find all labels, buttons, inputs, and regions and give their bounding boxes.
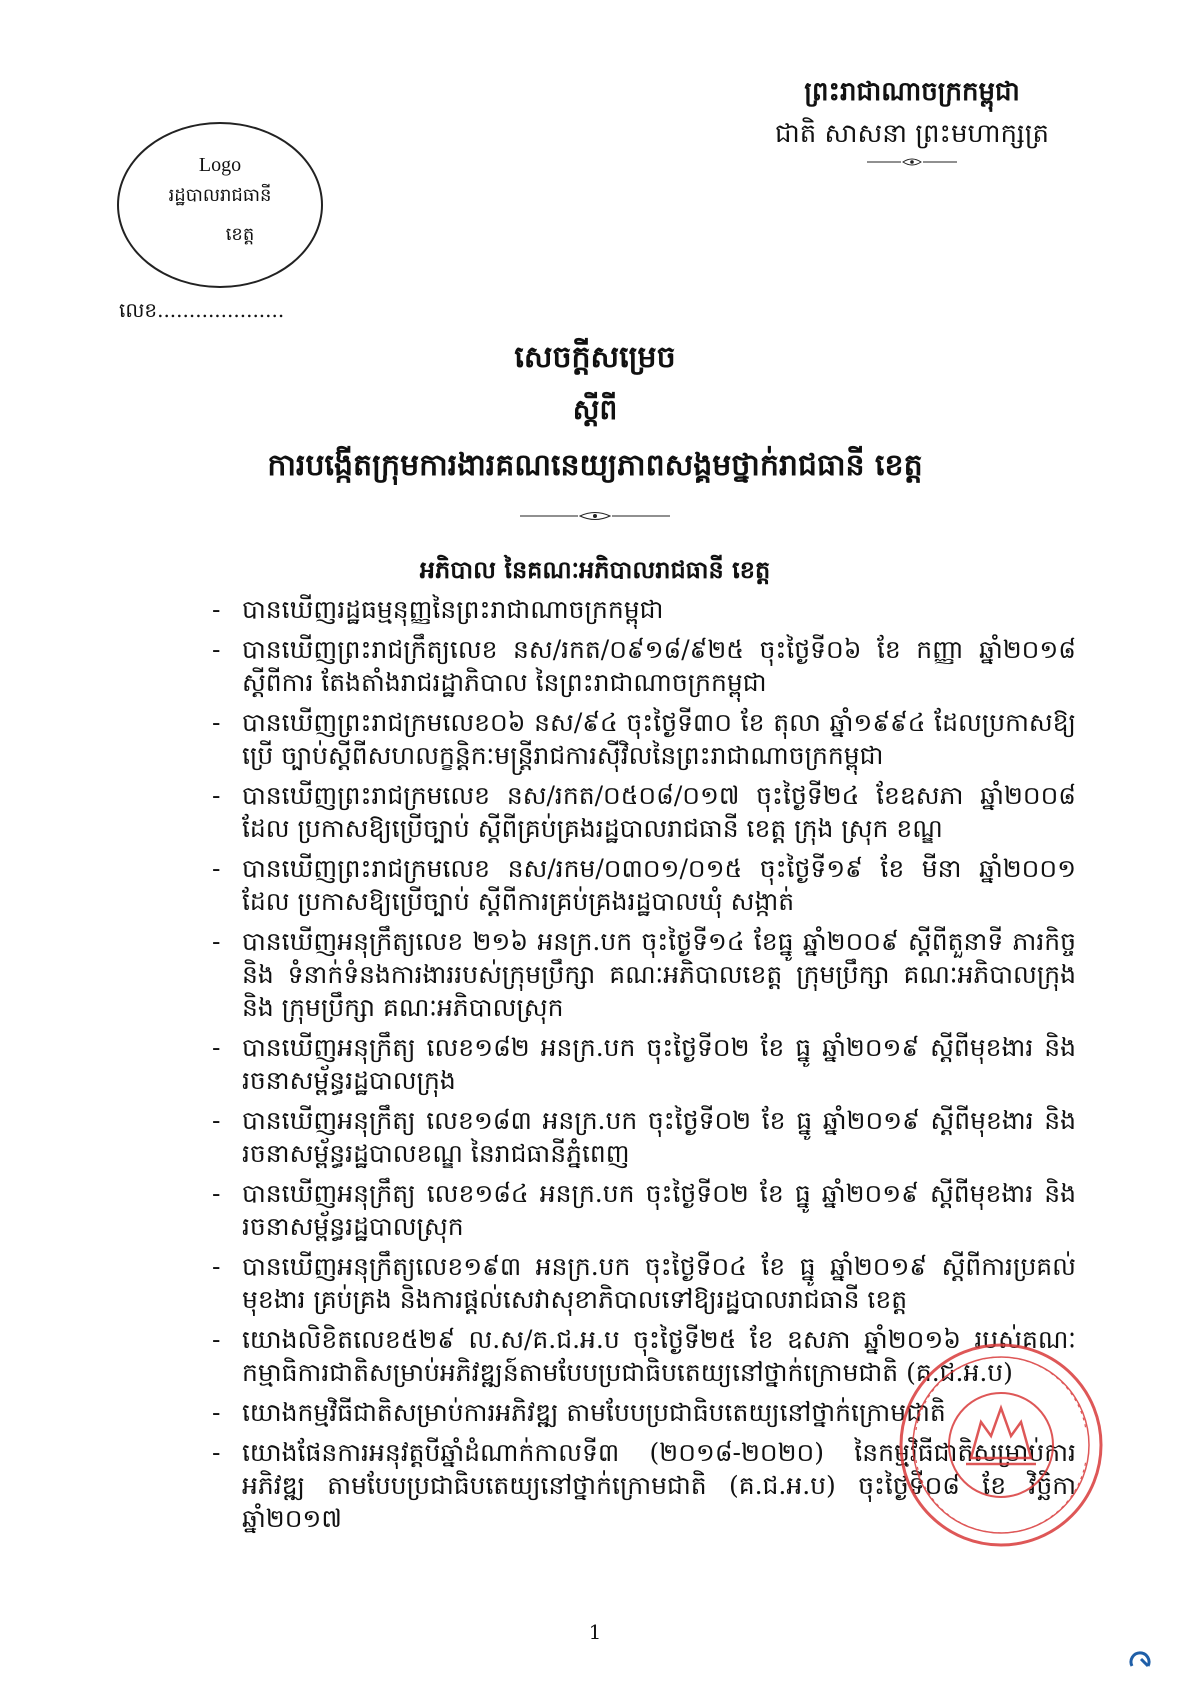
legal-basis-text: បានឃើញព្រះរាជក្រមលេខ០៦ នស/៩៤ ចុះថ្ងៃទី៣០ ខែ តុលា ឆ្នាំ១៩៩៤ ដែលប្រកាសឱ្យប្រើ ច្បាប់ស្តីពីសហលក្ខន្តិកៈមន្ត្រីរាជការស៊ីវិលនៃព្រះរាជាណាចក្រកម្ពុជា [242,708,1076,770]
bullet-dash: - [212,1179,221,1208]
document-subject: ការបង្កើតក្រុមការងារគណនេយ្យភាពសង្គមថ្នាក់រាជធានី ខេត្ត [267,448,923,483]
corner-mark-icon [1128,1646,1154,1672]
legal-basis-item [212,1031,1076,1097]
logo-label: Logo [198,154,242,176]
legal-basis-item [212,1250,1076,1316]
kingdom-name: ព្រះរាជាណាចក្រកម្ពុជា [804,77,1020,107]
bullet-dash: - [212,781,221,810]
logo-line-province: ខេត្ត [225,224,255,245]
kingdom-header [742,72,1082,168]
legal-basis-item [212,925,1076,1024]
bullet-dash: - [212,1325,221,1354]
legal-basis-text: បានឃើញព្រះរាជក្រឹត្យលេខ នស/រកត/០៩១៨/៩២៥ ចុះថ្ងៃទី០៦ ខែ កញ្ញា ឆ្នាំ២០១៨ ស្តីពីការ តែងតាំងរាជរដ្ឋាភិបាល នៃព្រះរាជាណាចក្រកម្ពុជា [242,635,1076,697]
legal-basis-text: បានឃើញព្រះរាជក្រមលេខ នស/រកម/០៣០១/០១៥ ចុះថ្ងៃទី១៩ ខែ មីនា ឆ្នាំ២០០១ ដែល ប្រកាសឱ្យប្រើច្បាប់ ស្តីពីការគ្រប់គ្រងរដ្ឋបាលឃុំ សង្កាត់ [242,854,1076,916]
header-ornament-icon [867,156,957,168]
bullet-dash: - [212,635,221,664]
bullet-dash: - [212,1252,221,1281]
legal-basis-text: បានឃើញអនុក្រឹត្យលេខ១៩៣ អនក្រ.បក ចុះថ្ងៃទី០៤ ខែ ធ្នូ ឆ្នាំ២០១៩ ស្តីពីការប្រគល់ មុខងារ គ្រប់គ្រង និងការផ្តល់សេវាសុខាភិបាលទៅឱ្យរដ្ឋបាលរាជធានី ខេត្ត [242,1252,1076,1314]
bullet-dash: - [212,854,221,883]
logo-line-administration: រដ្ឋបាលរាជធានី [168,185,272,206]
legal-basis-item [212,633,1076,699]
legal-basis-text: បានឃើញអនុក្រឹត្យ លេខ១៨៣ អនក្រ.បក ចុះថ្ងៃទី០២ ខែ ធ្នូ ឆ្នាំ២០១៩ ស្តីពីមុខងារ និង រចនាសម្ព័ន្ធរដ្ឋបាលខណ្ឌ នៃរាជធានីភ្នំពេញ [242,1106,1076,1168]
bullet-dash: - [212,1033,221,1062]
legal-basis-item [212,1104,1076,1170]
bullet-dash: - [212,1398,221,1427]
issuing-authority: អភិបាល នៃគណៈអភិបាលរាជធានី ខេត្ត [419,555,771,584]
legal-basis-text: បានឃើញរដ្ឋធម្មនុញ្ញនៃព្រះរាជាណាចក្រកម្ពុជា [242,595,664,624]
document-title: សេចក្តីសម្រេច [514,340,676,375]
page-number: 1 [588,1620,602,1644]
national-motto: ជាតិ សាសនា ព្រះមហាក្សត្រ [775,119,1049,149]
legal-basis-text: យោងលិខិតលេខ៥២៩ ល.ស/គ.ជ.អ.ប ចុះថ្ងៃទី២៥ ខែ ឧសភា ឆ្នាំ២០១៦ របស់គណៈ កម្មាធិការជាតិសម្រាប់អភិវឌ្ឍន៍តាមបែបប្រជាធិបតេយ្យនៅថ្នាក់ក្រោមជាតិ (គ.ជ.អ.ប) [242,1325,1076,1387]
legal-basis-item [212,779,1076,845]
legal-basis-text: បានឃើញអនុក្រឹត្យ លេខ១៨៤ អនក្រ.បក ចុះថ្ងៃទី០២ ខែ ធ្នូ ឆ្នាំ២០១៩ ស្តីពីមុខងារ និង រចនាសម្ព័ន្ធរដ្ឋបាលស្រុក [242,1179,1076,1241]
legal-basis-item [212,852,1076,918]
title-about: ស្តីពី [572,393,618,426]
legal-basis-text: បានឃើញអនុក្រឹត្យលេខ ២១៦ អនក្រ.បក ចុះថ្ងៃទី១៤ ខែធ្នូ ឆ្នាំ២០០៩ ស្តីពីតួនាទី ភារកិច្ច និង ទំនាក់ទំនងការងាររបស់ក្រុមប្រឹក្សា គណៈអភិបាលខេត្ត ក្រុមប្រឹក្សា គណៈអភិបាលក្រុង និង ក្រុមប្រឹក្សា គណៈអភិបាលស្រុក [242,927,1076,1022]
bullet-dash: - [212,595,221,624]
bullet-dash: - [212,708,221,737]
legal-basis-item [212,1177,1076,1243]
legal-basis-text: យោងកម្មវិធីជាតិសម្រាប់ការអភិវឌ្ឍ តាមបែបប្រជាធិបតេយ្យនៅថ្នាក់ក្រោមជាតិ [242,1398,946,1427]
bullet-dash: - [212,1438,221,1467]
legal-basis-text: បានឃើញអនុក្រឹត្យ លេខ១៨២ អនក្រ.បក ចុះថ្ងៃទី០២ ខែ ធ្នូ ឆ្នាំ២០១៩ ស្តីពីមុខងារ និង រចនាសម្ព័ន្ធរដ្ឋបាលក្រុង [242,1033,1076,1095]
reference-number: លេខ.................... [119,298,285,322]
logo-placeholder [117,122,323,288]
legal-basis-item [212,706,1076,772]
legal-basis-text: បានឃើញព្រះរាជក្រមលេខ នស/រកត/០៥០៨/០១៧ ចុះថ្ងៃទី២៤ ខែឧសភា ឆ្នាំ២០០៨ ដែល ប្រកាសឱ្យប្រើច្បាប់ ស្តីពីគ្រប់គ្រងរដ្ឋបាលរាជធានី ខេត្ត ក្រុង ស្រុក ខណ្ឌ [242,781,1076,843]
title-divider-ornament-icon [520,510,670,522]
bullet-dash: - [212,1106,221,1135]
legal-basis-item [212,593,1076,626]
official-seal-icon [896,1340,1106,1550]
legal-basis-text: យោងផែនការអនុវត្តបីឆ្នាំដំណាក់កាលទី៣ (២០១៨-២០២០) នៃកម្មវិធីជាតិសម្រាប់ការអភិវឌ្ឍ តាមបែបប្រជាធិបតេយ្យនៅថ្នាក់ក្រោមជាតិ (គ.ជ.អ.ប) ចុះថ្ងៃទី០៨ ខែ វិច្ឆិកា ឆ្នាំ២០១៧ [242,1438,1076,1533]
bullet-dash: - [212,927,221,956]
